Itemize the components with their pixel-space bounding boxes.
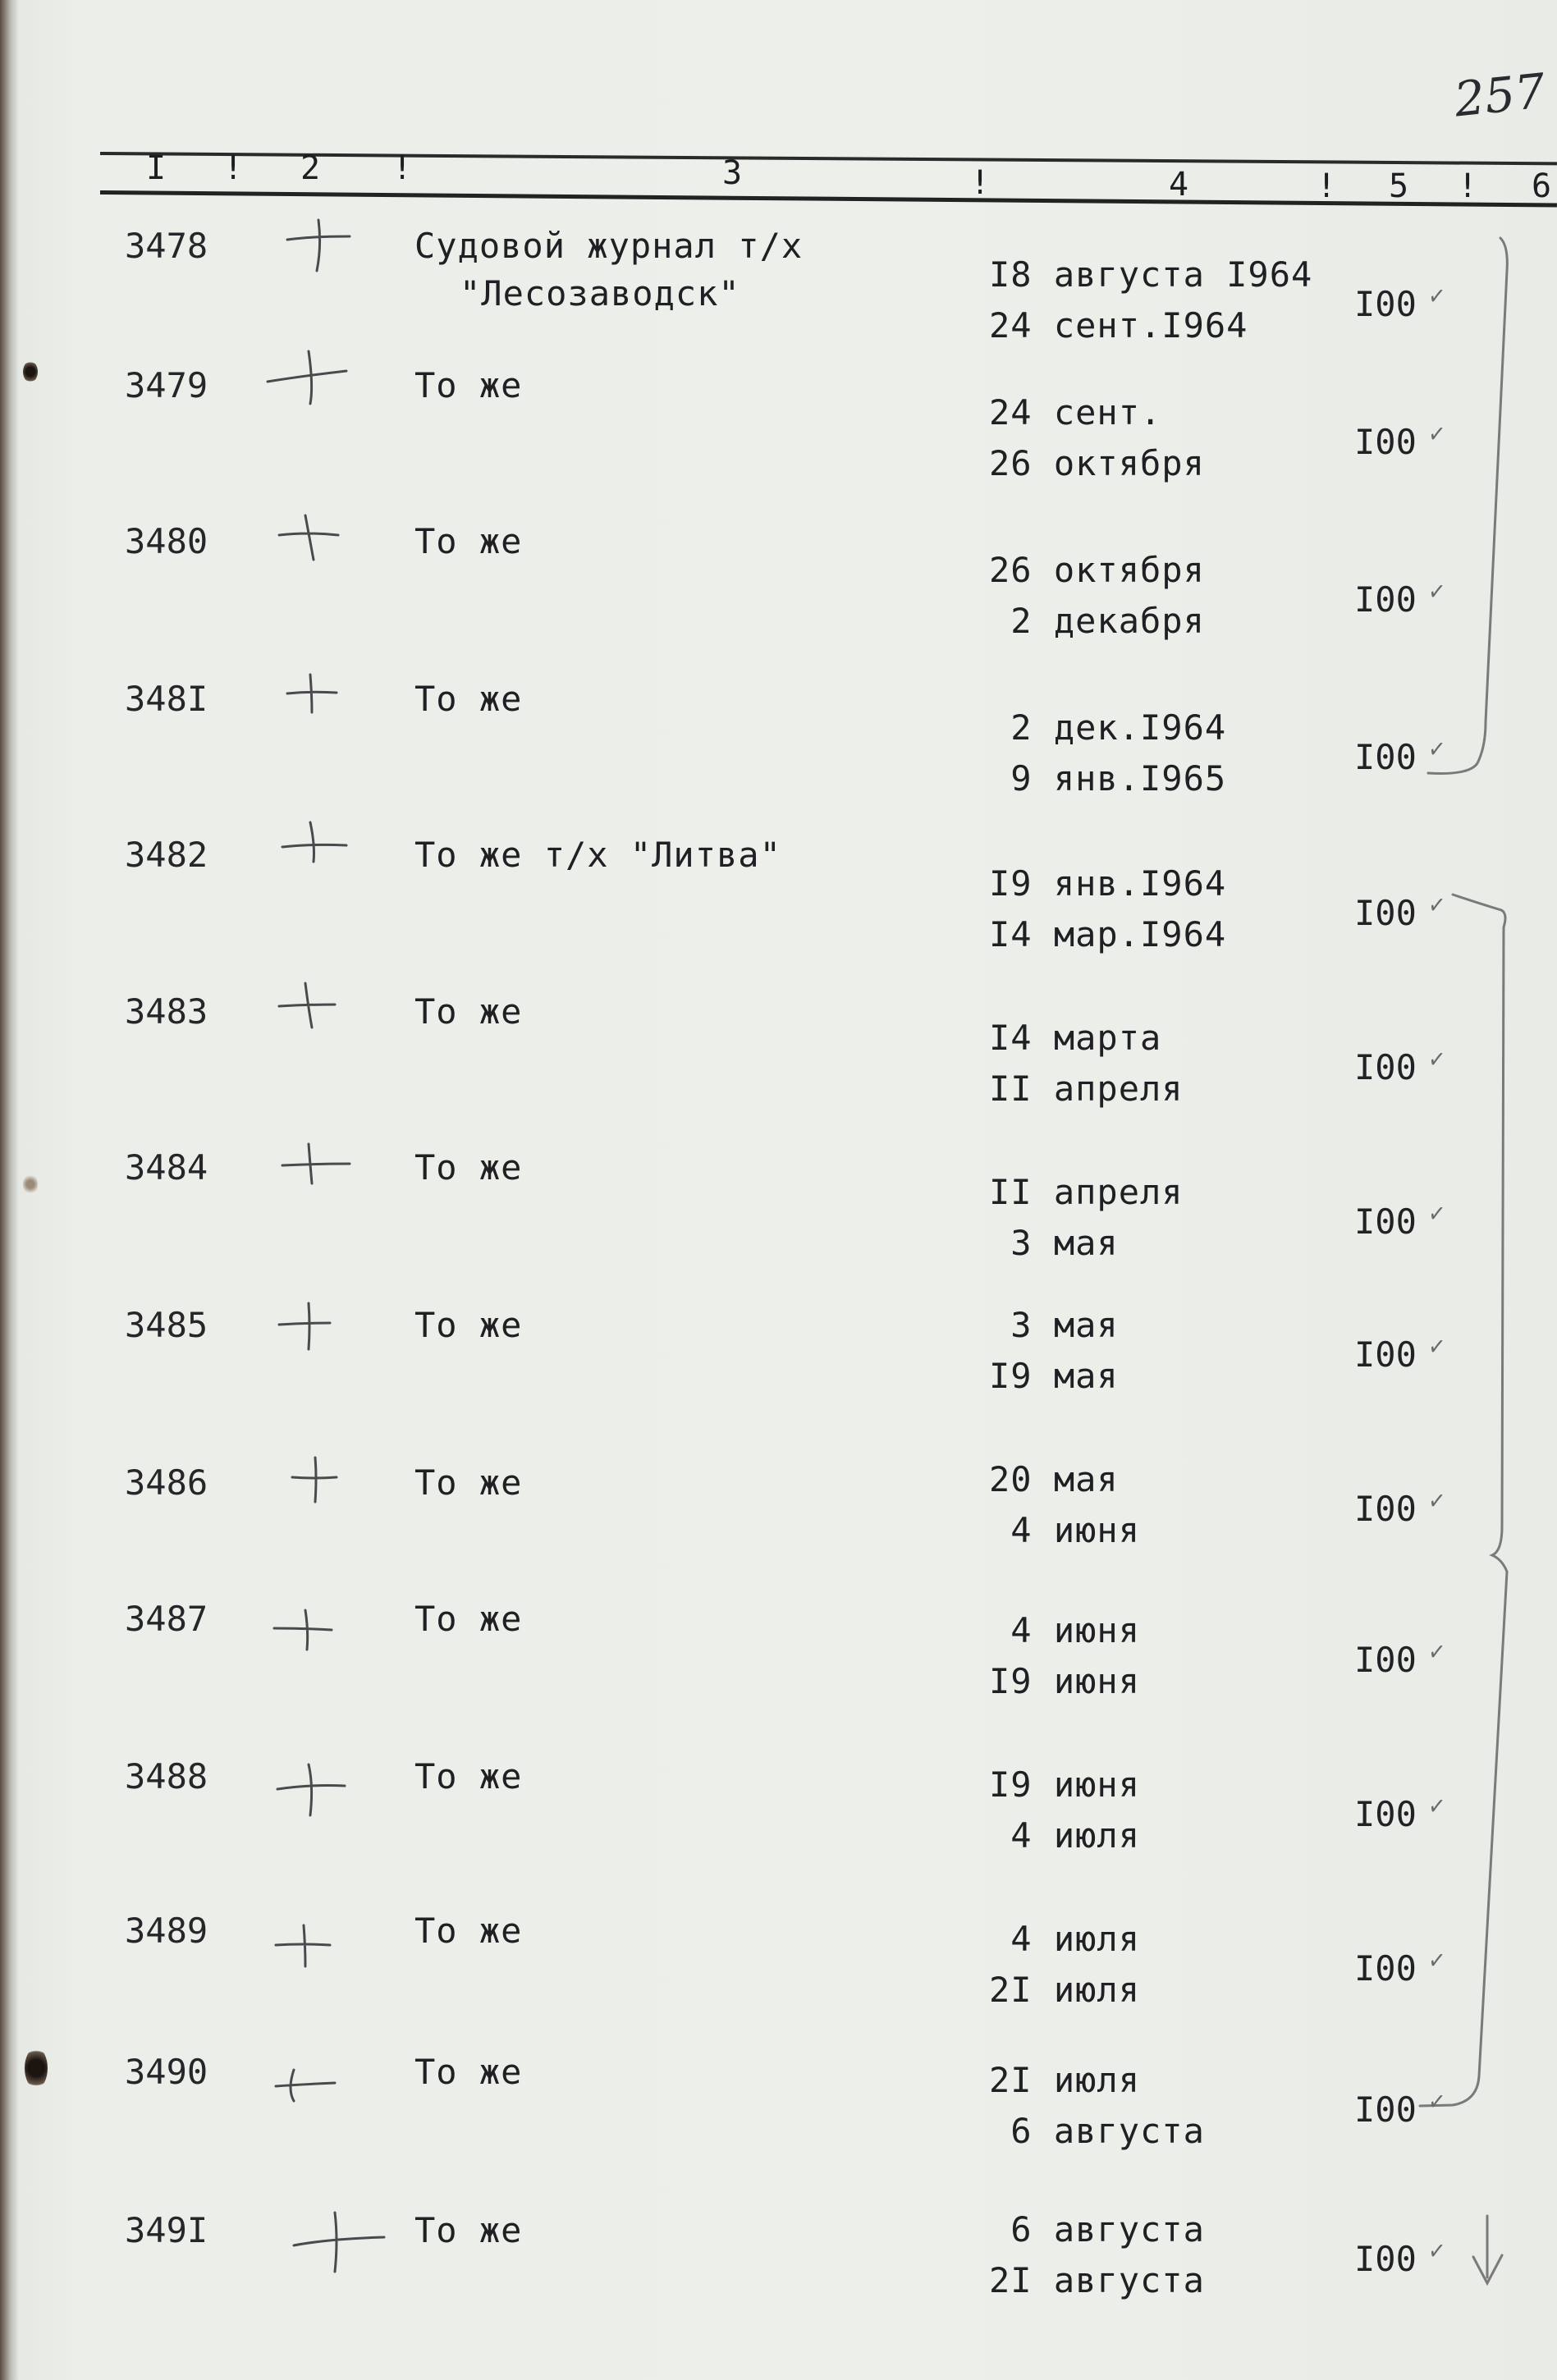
pencil-check-icon: ✓ xyxy=(1426,2236,1447,2268)
file-title: То же xyxy=(414,365,523,405)
pencil-check-icon: ✓ xyxy=(1426,2086,1447,2118)
file-title: То же xyxy=(414,1756,523,1796)
file-title: То же xyxy=(414,1462,523,1503)
date-end: 4 июля xyxy=(989,1815,1141,1856)
date-end: II апреля xyxy=(989,1069,1184,1109)
column-separator: ! xyxy=(223,149,244,187)
date-start: 2I июля xyxy=(989,2060,1141,2100)
pencil-cross-mark xyxy=(277,1764,345,1815)
page-count: I00 xyxy=(1354,579,1417,620)
pencil-check-icon: ✓ xyxy=(1426,1791,1447,1823)
column-separator: ! xyxy=(1317,167,1337,205)
page-count: I00 xyxy=(1354,1948,1417,1989)
file-title: То же xyxy=(414,1599,523,1639)
date-end: 9 янв.I965 xyxy=(989,758,1227,799)
inventory-number: 3488 xyxy=(125,1756,208,1796)
pencil-check-icon: ✓ xyxy=(1426,1485,1447,1517)
date-start: I8 августа I964 xyxy=(989,254,1313,295)
file-title: То же xyxy=(414,1305,523,1345)
column-header-6: 6 xyxy=(1532,167,1552,205)
inventory-number: 3479 xyxy=(125,365,208,405)
column-header-3: 3 xyxy=(722,154,743,192)
pencil-check-icon: ✓ xyxy=(1426,576,1447,608)
column-header-1: I xyxy=(146,149,167,187)
date-start: 4 июня xyxy=(989,1610,1141,1650)
file-title: То же xyxy=(414,679,523,719)
date-start: II апреля xyxy=(989,1172,1184,1212)
date-end: 2I июля xyxy=(989,1970,1141,2010)
page-count: I00 xyxy=(1354,1334,1417,1375)
column-header-5: 5 xyxy=(1389,167,1409,205)
inventory-number: 3489 xyxy=(125,1911,208,1951)
pencil-check-icon: ✓ xyxy=(1426,1945,1447,1977)
date-start: I9 янв.I964 xyxy=(989,863,1227,904)
date-end: 4 июня xyxy=(989,1510,1141,1550)
pencil-cross-mark xyxy=(276,2070,335,2101)
date-start: 26 октября xyxy=(989,550,1205,590)
date-start: 24 сент. xyxy=(989,392,1162,433)
pencil-check-icon: ✓ xyxy=(1426,281,1447,313)
pencil-check-icon: ✓ xyxy=(1426,419,1447,451)
pencil-cross-mark xyxy=(279,1303,330,1349)
inventory-number: 3484 xyxy=(125,1147,208,1188)
file-title: То же xyxy=(414,2052,523,2092)
pencil-cross-mark xyxy=(287,675,337,712)
page-count: I00 xyxy=(1354,737,1417,777)
inventory-number: 3482 xyxy=(125,835,208,875)
file-title: То же xyxy=(414,2210,523,2250)
pencil-check-icon: ✓ xyxy=(1426,1198,1447,1230)
date-end: I9 июня xyxy=(989,1661,1141,1701)
date-start: I9 июня xyxy=(989,1764,1141,1805)
pencil-cross-mark xyxy=(279,515,338,560)
inventory-number: 3486 xyxy=(125,1462,208,1503)
date-end: I9 мая xyxy=(989,1356,1119,1396)
column-separator: ! xyxy=(392,149,413,187)
date-end: 2 декабря xyxy=(989,601,1205,641)
page-number: 257 xyxy=(1451,62,1548,128)
date-end: 2I августа xyxy=(989,2260,1205,2300)
inventory-number: 349I xyxy=(125,2210,208,2250)
page-count: I00 xyxy=(1354,893,1417,933)
page-count: I00 xyxy=(1354,2089,1417,2130)
file-title: То же xyxy=(414,991,523,1032)
page-count: I00 xyxy=(1354,1201,1417,1242)
date-end: 6 августа xyxy=(989,2111,1205,2151)
inventory-number: 3480 xyxy=(125,521,208,561)
pencil-cross-mark xyxy=(287,220,350,271)
date-start: 3 мая xyxy=(989,1305,1119,1345)
date-end: 3 мая xyxy=(989,1223,1119,1263)
pencil-check-icon: ✓ xyxy=(1426,1636,1447,1668)
pencil-cross-mark xyxy=(268,351,346,404)
pencil-cross-mark xyxy=(282,822,346,862)
date-end: I4 мар.I964 xyxy=(989,914,1227,954)
date-start: 2 дек.I964 xyxy=(989,707,1227,748)
file-title: То же xyxy=(414,1911,523,1951)
pencil-check-icon: ✓ xyxy=(1426,1331,1447,1363)
page-count: I00 xyxy=(1354,1794,1417,1834)
column-header-4: 4 xyxy=(1169,166,1189,204)
column-separator: ! xyxy=(1458,167,1478,205)
file-title-line2: "Лесозаводск" xyxy=(460,273,740,314)
file-title: То же xyxy=(414,1147,523,1188)
page-count: I00 xyxy=(1354,1640,1417,1680)
inventory-number: 3485 xyxy=(125,1305,208,1345)
inventory-number: 3483 xyxy=(125,991,208,1032)
date-start: 6 августа xyxy=(989,2209,1205,2250)
date-start: 4 июля xyxy=(989,1919,1141,1959)
date-start: 20 мая xyxy=(989,1459,1119,1499)
pencil-cross-mark xyxy=(276,1925,330,1966)
column-header-2: 2 xyxy=(300,149,321,187)
file-title: То же xyxy=(414,521,523,561)
pencil-check-icon: ✓ xyxy=(1426,1044,1447,1076)
file-title: Судовой журнал т/х xyxy=(414,226,804,266)
inventory-number: 3490 xyxy=(125,2052,208,2092)
pencil-cross-mark xyxy=(279,983,335,1028)
page-count: I00 xyxy=(1354,422,1417,462)
date-end: 26 октября xyxy=(989,443,1205,483)
pencil-check-icon: ✓ xyxy=(1426,890,1447,922)
date-start: I4 марта xyxy=(989,1018,1162,1058)
pencil-cross-mark xyxy=(294,2213,384,2272)
column-separator: ! xyxy=(970,164,991,202)
inventory-number: 348I xyxy=(125,679,208,719)
page-count: I00 xyxy=(1354,2239,1417,2279)
inventory-number: 3478 xyxy=(125,226,208,266)
pencil-cross-mark xyxy=(292,1458,337,1502)
page-count: I00 xyxy=(1354,284,1417,324)
pencil-cross-mark xyxy=(274,1610,332,1650)
page-count: I00 xyxy=(1354,1489,1417,1529)
date-end: 24 сент.I964 xyxy=(989,305,1248,346)
page-count: I00 xyxy=(1354,1047,1417,1087)
pencil-cross-mark xyxy=(282,1144,350,1183)
inventory-number: 3487 xyxy=(125,1599,208,1639)
file-title: То же т/х "Литва" xyxy=(414,835,781,875)
pencil-check-icon: ✓ xyxy=(1426,734,1447,766)
